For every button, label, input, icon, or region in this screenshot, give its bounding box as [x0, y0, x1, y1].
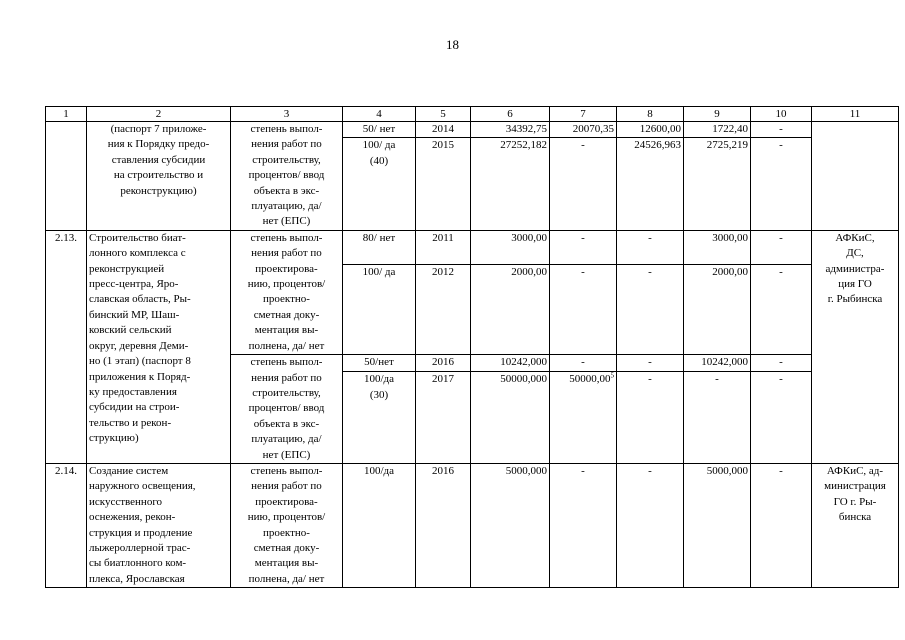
- row-number: 2.13.: [46, 230, 87, 463]
- program-table: [45, 106, 899, 588]
- year-cell: 2017: [416, 372, 471, 464]
- indicator-value: 100/да: [343, 463, 416, 587]
- total-cell: 34392,75: [471, 122, 550, 138]
- year-cell: 2015: [416, 138, 471, 230]
- measure-name: Создание систем наружного освещения, искусственного оснежения, рекон- струкция и продление лыжероллерной трас- сы биатлонного ком- плекса, Ярославская: [87, 463, 231, 587]
- col-header: 2: [87, 107, 231, 122]
- indicator-value: 80/ нет: [343, 230, 416, 264]
- indicator-text: степень выпол- нения работ по проектирова- нию, процентов/ проектно- сметная доку- ментация вы- полнена, да/ нет: [231, 230, 343, 354]
- other-cell: -: [751, 463, 812, 587]
- indicator-value: 50/нет: [343, 355, 416, 372]
- measure-name: (паспорт 7 приложе- ния к Порядку предо- ставления субсидии на строительство и реконструкцию): [87, 122, 231, 231]
- local-cell: 5000,000: [684, 463, 751, 587]
- federal-cell: -: [550, 355, 617, 372]
- table-row: [46, 122, 899, 138]
- federal-value: 50000,00: [569, 373, 611, 386]
- year-cell: 2014: [416, 122, 471, 138]
- footnote-mark: 5: [610, 371, 614, 380]
- indicator-text: степень выпол- нения работ по строительству, процентов/ ввод объекта в экс- плуатацию, да/ нет (ЕПС): [231, 355, 343, 464]
- total-cell: 2000,00: [471, 264, 550, 354]
- table-row: [46, 230, 899, 264]
- header-row: [46, 107, 899, 122]
- local-cell: 2725,219: [684, 138, 751, 230]
- year-cell: 2012: [416, 264, 471, 354]
- federal-cell: -: [550, 138, 617, 230]
- indicator-text: степень выпол- нения работ по строительству, процентов/ ввод объекта в экс- плуатацию, да/ нет (ЕПС): [231, 122, 343, 231]
- federal-cell: 20070,35: [550, 122, 617, 138]
- indicator-value: 50/ нет: [343, 122, 416, 138]
- regional-cell: -: [617, 230, 684, 264]
- regional-cell: -: [617, 463, 684, 587]
- year-cell: 2016: [416, 355, 471, 372]
- total-cell: 27252,182: [471, 138, 550, 230]
- indicator-value: 100/ да: [343, 264, 416, 354]
- row-number-cell: [46, 122, 87, 231]
- indicator-text: степень выпол- нения работ по проектирова- нию, процентов/ проектно- сметная доку- ментация вы- полнена, да/ нет: [231, 463, 343, 587]
- year-cell: 2016: [416, 463, 471, 587]
- total-cell: 3000,00: [471, 230, 550, 264]
- local-cell: 3000,00: [684, 230, 751, 264]
- executor-cell: АФКиС, ад- министрация ГО г. Ры- бинска: [812, 463, 899, 587]
- regional-cell: -: [617, 355, 684, 372]
- col-header: 6: [471, 107, 550, 122]
- col-header: 8: [617, 107, 684, 122]
- col-header: 7: [550, 107, 617, 122]
- executor-cell: АФКиС, ДС, администра- ция ГО г. Рыбинска: [812, 230, 899, 463]
- page-number: 18: [446, 37, 459, 52]
- col-header: 4: [343, 107, 416, 122]
- other-cell: -: [751, 372, 812, 464]
- indicator-value: 100/да (30): [343, 372, 416, 464]
- executor-cell: [812, 122, 899, 231]
- measure-name: Строительство биат- лонного комплекса с реконструкцией пресс-центра, Яро- славская область, Ры- бинский МР, Шаш- ковский сельский округ, деревня Деми- но (1 этап) (паспорт 8 приложения к Поряд- ку предоставления субсидии на строи- тельство и рекон- струкцию): [87, 230, 231, 463]
- regional-cell: -: [617, 372, 684, 464]
- table-row: [46, 463, 899, 587]
- other-cell: -: [751, 264, 812, 354]
- regional-cell: 24526,963: [617, 138, 684, 230]
- regional-cell: -: [617, 264, 684, 354]
- federal-cell: -: [550, 230, 617, 264]
- col-header: 11: [812, 107, 899, 122]
- col-header: 10: [751, 107, 812, 122]
- local-cell: 2000,00: [684, 264, 751, 354]
- row-number: 2.14.: [46, 463, 87, 587]
- federal-cell: -: [550, 264, 617, 354]
- total-cell: 5000,000: [471, 463, 550, 587]
- col-header: 1: [46, 107, 87, 122]
- other-cell: -: [751, 230, 812, 264]
- other-cell: -: [751, 138, 812, 230]
- other-cell: -: [751, 355, 812, 372]
- total-cell: 10242,000: [471, 355, 550, 372]
- col-header: 3: [231, 107, 343, 122]
- year-cell: 2011: [416, 230, 471, 264]
- regional-cell: 12600,00: [617, 122, 684, 138]
- other-cell: -: [751, 122, 812, 138]
- local-cell: 10242,000: [684, 355, 751, 372]
- federal-cell: -: [550, 463, 617, 587]
- federal-cell: [550, 372, 617, 464]
- col-header: 5: [416, 107, 471, 122]
- local-cell: -: [684, 372, 751, 464]
- total-cell: 50000,000: [471, 372, 550, 464]
- local-cell: 1722,40: [684, 122, 751, 138]
- indicator-value: 100/ да (40): [343, 138, 416, 230]
- col-header: 9: [684, 107, 751, 122]
